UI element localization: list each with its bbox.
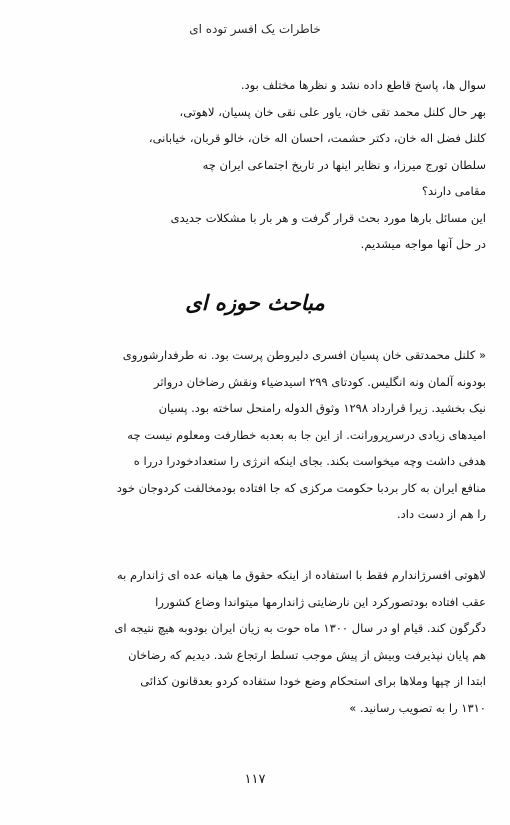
- text-line: بهر حال کلنل محمد تقی خان، یاور علی نقی خان پسیان، لاهوتی،: [179, 104, 486, 119]
- paragraph-pesyan: [28, 342, 486, 528]
- text-line: ۱۳۱۰ را به تصویب رسانید. »: [349, 700, 486, 715]
- paragraph-questions: [28, 72, 486, 258]
- text-line: ابتدا از چپها وملاها برای استحکام وضع خودا ستفاده کردو بعدقانون کذائی: [140, 674, 486, 688]
- text-line: منافع ایران به کار بردبا حکومت مرکزی که جا افتاده بودمخالفت کردوجان خود: [116, 480, 486, 495]
- text-line: هم پایان نپذیرفت وبیش از پیش موجب تسلط ارتجاع شد. دیدیم که رضاخان: [128, 647, 486, 662]
- text-line: عقب افتاده بودتصورکرد این نارضایتی ژاندارمها میتواندا وضاع کشوررا: [155, 594, 486, 609]
- text-line: هدفی داشت وچه میخواست بکند. بجای اینکه انرژی را ستعدادخودرا دررا ه: [133, 454, 486, 468]
- text-line: را هم از دست داد.: [397, 507, 486, 521]
- text-line: سلطان تورج میرزا، و نظایر اینها در تاریخ اجتماعی ایران چه: [202, 157, 486, 172]
- running-head: خاطرات یک افسر توده ای: [189, 22, 321, 36]
- text-line: امیدهای زیادی درسرپرورانت. از این جا به بعدبه خطارفت ومعلوم نیست چه: [127, 427, 486, 442]
- text-line: سوال ها، پاسخ قاطع داده نشد و نظرها مختلف بود.: [240, 78, 486, 92]
- text-line: کلنل فضل اله خان، دکتر حشمت، احسان اله خان، خالو قربان، خیابانی،: [148, 131, 486, 145]
- paragraph-lahouti: [28, 562, 486, 721]
- text-line: این مسائل بارها مورد بحث قرار گرفت و هر بار با مشکلات جدیدی: [170, 210, 486, 225]
- text-line: دگرگون کند. قیام او در سال ۱۳۰۰ ماه حوت به زیان ایران بودوبه هیچ نتیجه ای: [114, 621, 486, 635]
- text-line: « کلنل محمدتقی خان پسیان افسری دلیروطن پرست بود. نه طرفدارشوروی: [122, 348, 486, 362]
- text-line: در حل آنها مواجه میشدیم.: [360, 237, 486, 251]
- text-line: مقامی دارند؟: [421, 184, 486, 198]
- text-line: نیک بخشید. زیرا قرارداد ۱۲۹۸ وثوق الدوله رامنحل ساخته بود. پسیان: [158, 401, 486, 415]
- text-line: بودونه آلمان ونه انگلیس. کودتای ۲۹۹ اسیدضیاء ونقش رضاخان درواثر: [154, 374, 486, 389]
- section-heading: مباحث حوزه ای: [185, 290, 325, 315]
- page-number: ۱۱۷: [244, 772, 266, 787]
- text-line: لاهوتی افسرژاندارم فقط با استفاده از اینکه حقوق ما هیانه عده ای ژاندارم به: [116, 568, 486, 582]
